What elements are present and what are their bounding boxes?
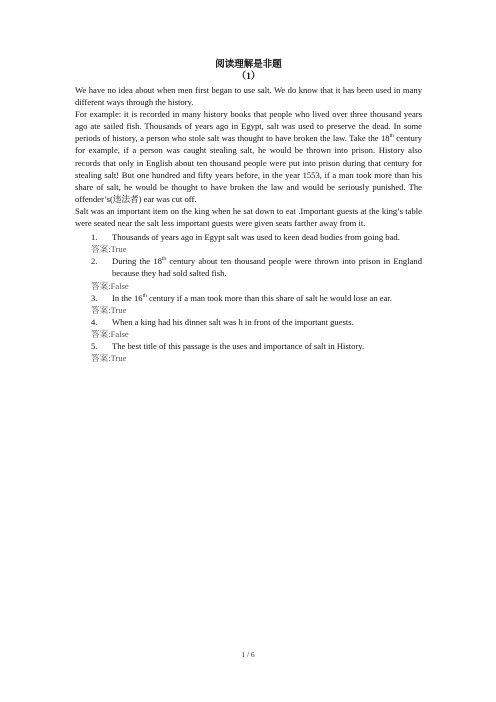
question-item-2 — [91, 255, 422, 291]
question-item-3 — [91, 292, 422, 316]
answer-4: 答案:False — [91, 328, 129, 339]
question-number: 5. — [91, 340, 98, 351]
document-page — [75, 59, 422, 364]
answer-1: 答案:True — [91, 244, 127, 255]
question-text-b: century about ten thousand people were thrown into prison in England because they had sold salted fish. — [112, 256, 422, 279]
page-number: 1 / 6 — [241, 650, 255, 659]
question-number: 3. — [91, 292, 98, 303]
question-3 — [91, 292, 422, 304]
passage-p2-text-b: century for example, if a person was caught stealing salt, he would be thrown into prison. History also records that only in English about ten thousand people were put into prison during that century for stealing salt! But one hundred and fifty years before, in the year 1553, if a man took more than his share of salt, he would be thought to have broken the law and would be seriously punished. The offender’s(违法者) ear was cut off. — [75, 133, 422, 204]
section-number: （1） — [236, 72, 261, 82]
page-footer — [0, 650, 496, 659]
question-5 — [91, 340, 422, 352]
question-item-5 — [91, 340, 422, 364]
question-4 — [91, 316, 422, 328]
passage-paragraph-3: Salt was an important item on the king when he sat down to eat .Important guests at the king’s table were seated near the salt less important guests were given seats farther away from it. — [75, 205, 422, 229]
question-list — [91, 231, 422, 364]
question-text — [112, 340, 422, 352]
question-2 — [91, 255, 422, 279]
question-text-b: century if a man took more than this share of salt he would lose an ear. — [146, 292, 392, 303]
passage-paragraph-1: We have no idea about when men first began to use salt. We do know that it has been used in many different ways through the history. — [75, 85, 422, 108]
answer-3: 答案:True — [91, 304, 127, 315]
question-number: 4. — [91, 316, 98, 327]
question-text — [112, 292, 422, 304]
question-number: 2. — [91, 256, 98, 267]
question-item-1 — [91, 231, 422, 255]
document-title: 阅读理解是非题 — [215, 60, 282, 70]
question-text-a: The best title of this passage is the uses and importance of salt in History. — [112, 340, 365, 351]
passage-p2-superscript: th — [389, 133, 394, 140]
question-number: 1. — [91, 232, 98, 243]
question-text — [112, 316, 422, 328]
question-text — [112, 231, 422, 243]
question-1 — [91, 231, 422, 243]
question-text — [112, 255, 422, 279]
passage-p2-text-a: For example: it is recorded in many history books that people who lived over three thousand years ago ate sailed fish. Thousands of years ago in Egypt, salt was used to preserve the dead. In some periods of history, a person who stole salt was thought to have broken the law. Take the 18 — [75, 109, 422, 144]
question-text-a: In the 16 — [112, 292, 143, 303]
answer-2: 答案:False — [91, 280, 129, 291]
question-superscript: th — [142, 292, 147, 299]
passage-paragraph-2 — [75, 108, 422, 205]
answer-5: 答案:True — [91, 353, 127, 364]
question-text-a: When a king had his dinner salt was h in front of the important guests. — [112, 316, 354, 327]
question-text-a: Thousands of years ago in Egypt salt was used to keen dead bodies from going bad. — [112, 232, 400, 243]
question-superscript: th — [161, 256, 167, 263]
question-text-a: During the 18 — [112, 256, 162, 267]
question-item-4 — [91, 316, 422, 340]
